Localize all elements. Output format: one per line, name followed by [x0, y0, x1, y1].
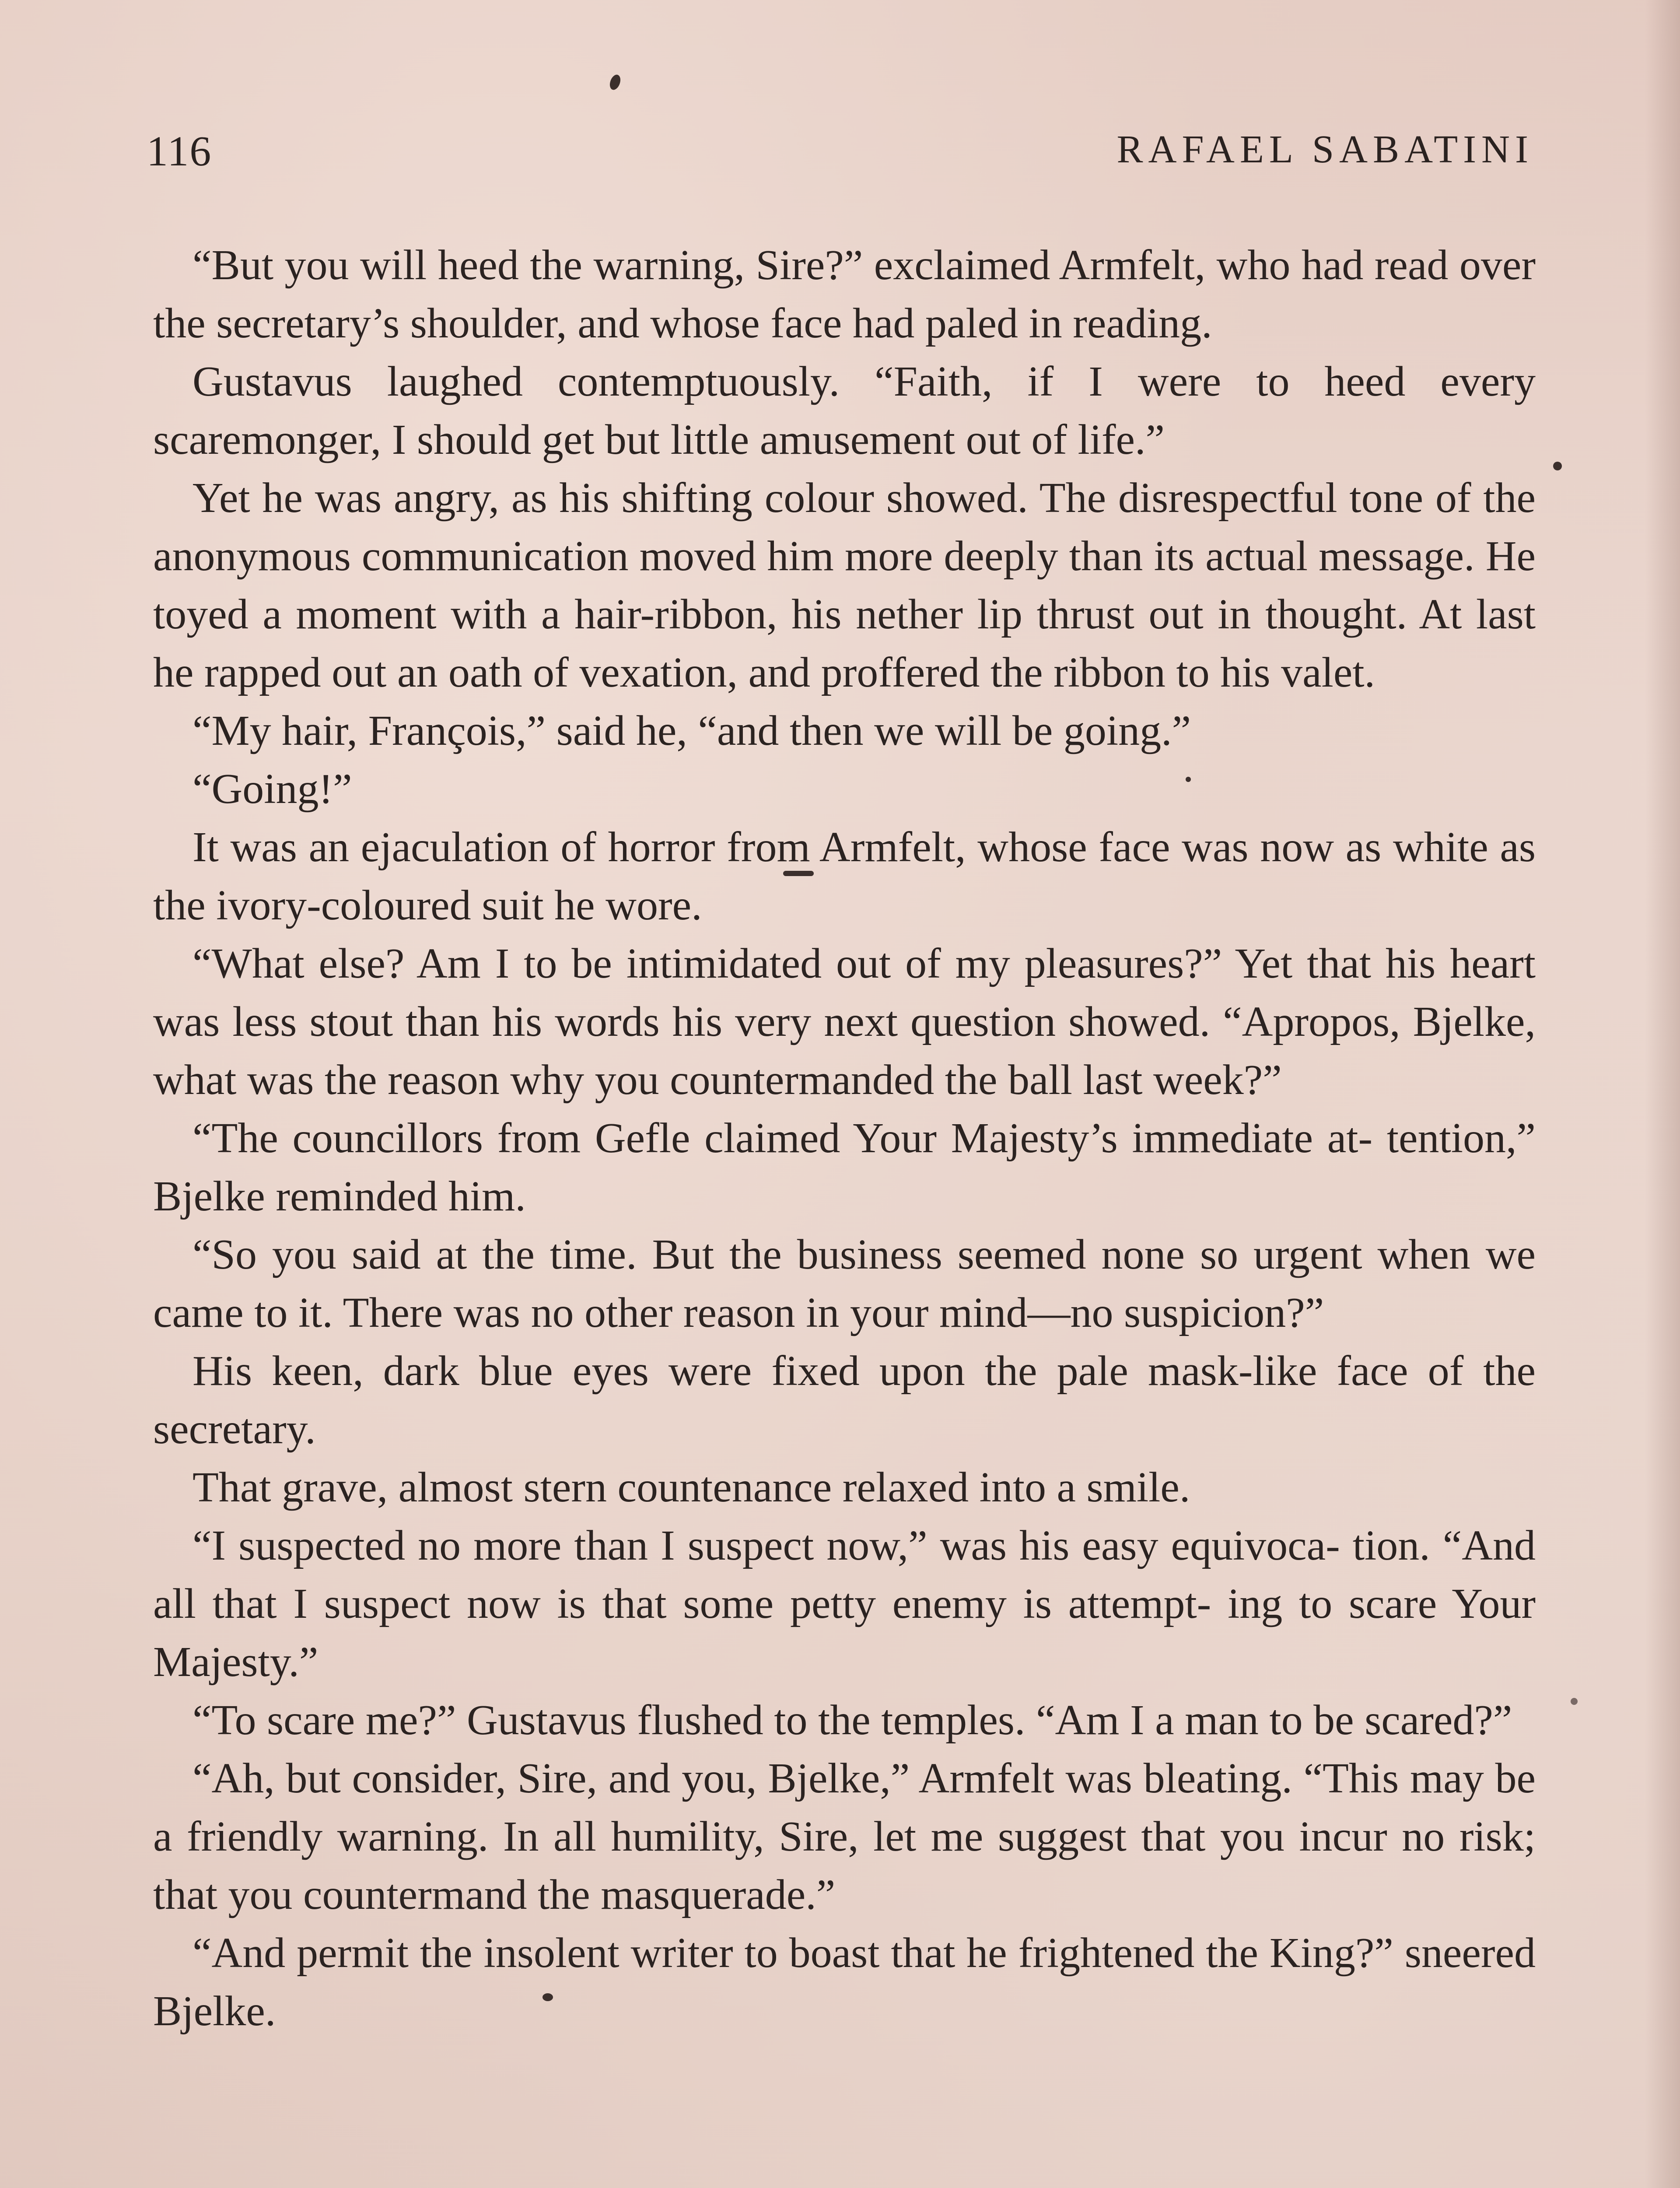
- paragraph: It was an ejaculation of horror from Armfelt, whose face was now as white as the ivory-coloured suit he wore.: [153, 824, 1536, 929]
- paper-speck: [608, 73, 623, 91]
- paragraph: “And permit the insolent writer to boast that he frightened the King?” sneered Bjelke.: [153, 1929, 1536, 2035]
- body-text: [153, 236, 1536, 2041]
- paragraph: “Ah, but consider, Sire, and you, Bjelke,” Armfelt was bleating. “This may be a friendly warning. In all humility, Sire, let me suggest that you incur no risk; that you countermand the masquerade.”: [153, 1755, 1536, 1918]
- paragraph: “So you said at the time. But the business seemed none so urgent when we came to it. There was no other reason in your mind—no suspicion?”: [153, 1231, 1536, 1336]
- running-head: RAFAEL SABATINI: [1116, 128, 1533, 171]
- paragraph: “The councillors from Gefle claimed Your Majesty’s immediate at- tention,” Bjelke reminded him.: [153, 1115, 1536, 1220]
- paragraph: That grave, almost stern countenance relaxed into a smile.: [192, 1464, 1190, 1511]
- paragraph: “I suspected no more than I suspect now,” was his easy equivoca- tion. “And all that I suspect now is that some petty enemy is attempt- ing to scare Your Majesty.”: [153, 1522, 1536, 1686]
- paragraph: “What else? Am I to be intimidated out of my pleasures?” Yet that his heart was less stout than his words his very next question showed. “Apropos, Bjelke, what was the reason why you countermanded the ball last week?”: [153, 940, 1536, 1104]
- paragraph: Gustavus laughed contemptuously. “Faith, if I were to heed every scaremonger, I should get but little amusement out of life.”: [153, 358, 1536, 463]
- paragraph: “My hair, François,” said he, “and then we will be going.”: [192, 707, 1191, 754]
- page-edge-shadow: [1645, 0, 1680, 2188]
- paper-speck: [1571, 1698, 1578, 1705]
- paper-speck: [542, 1993, 553, 2001]
- paragraph: “But you will heed the warning, Sire?” exclaimed Armfelt, who had read over the secretary’s shoulder, and whose face had paled in reading.: [153, 242, 1536, 347]
- paragraph: “Going!”: [192, 765, 352, 813]
- paragraph: His keen, dark blue eyes were fixed upon the pale mask-like face of the secretary.: [153, 1347, 1536, 1453]
- page-header: [147, 127, 1533, 184]
- paper-speck: [1553, 462, 1562, 470]
- paper-speck: [1186, 777, 1191, 782]
- paper-speck: [783, 871, 814, 876]
- paragraph: “To scare me?” Gustavus flushed to the temples. “Am I a man to be scared?”: [192, 1697, 1512, 1744]
- paragraph: Yet he was angry, as his shifting colour showed. The disrespectful tone of the anonymous communication moved him more deeply than its actual message. He toyed a moment with a hair-ribbon, his nether lip thrust out in thought. At last he rapped out an oath of vexation, and proffered the ribbon to his valet.: [153, 474, 1536, 696]
- page-number: 116: [147, 128, 212, 175]
